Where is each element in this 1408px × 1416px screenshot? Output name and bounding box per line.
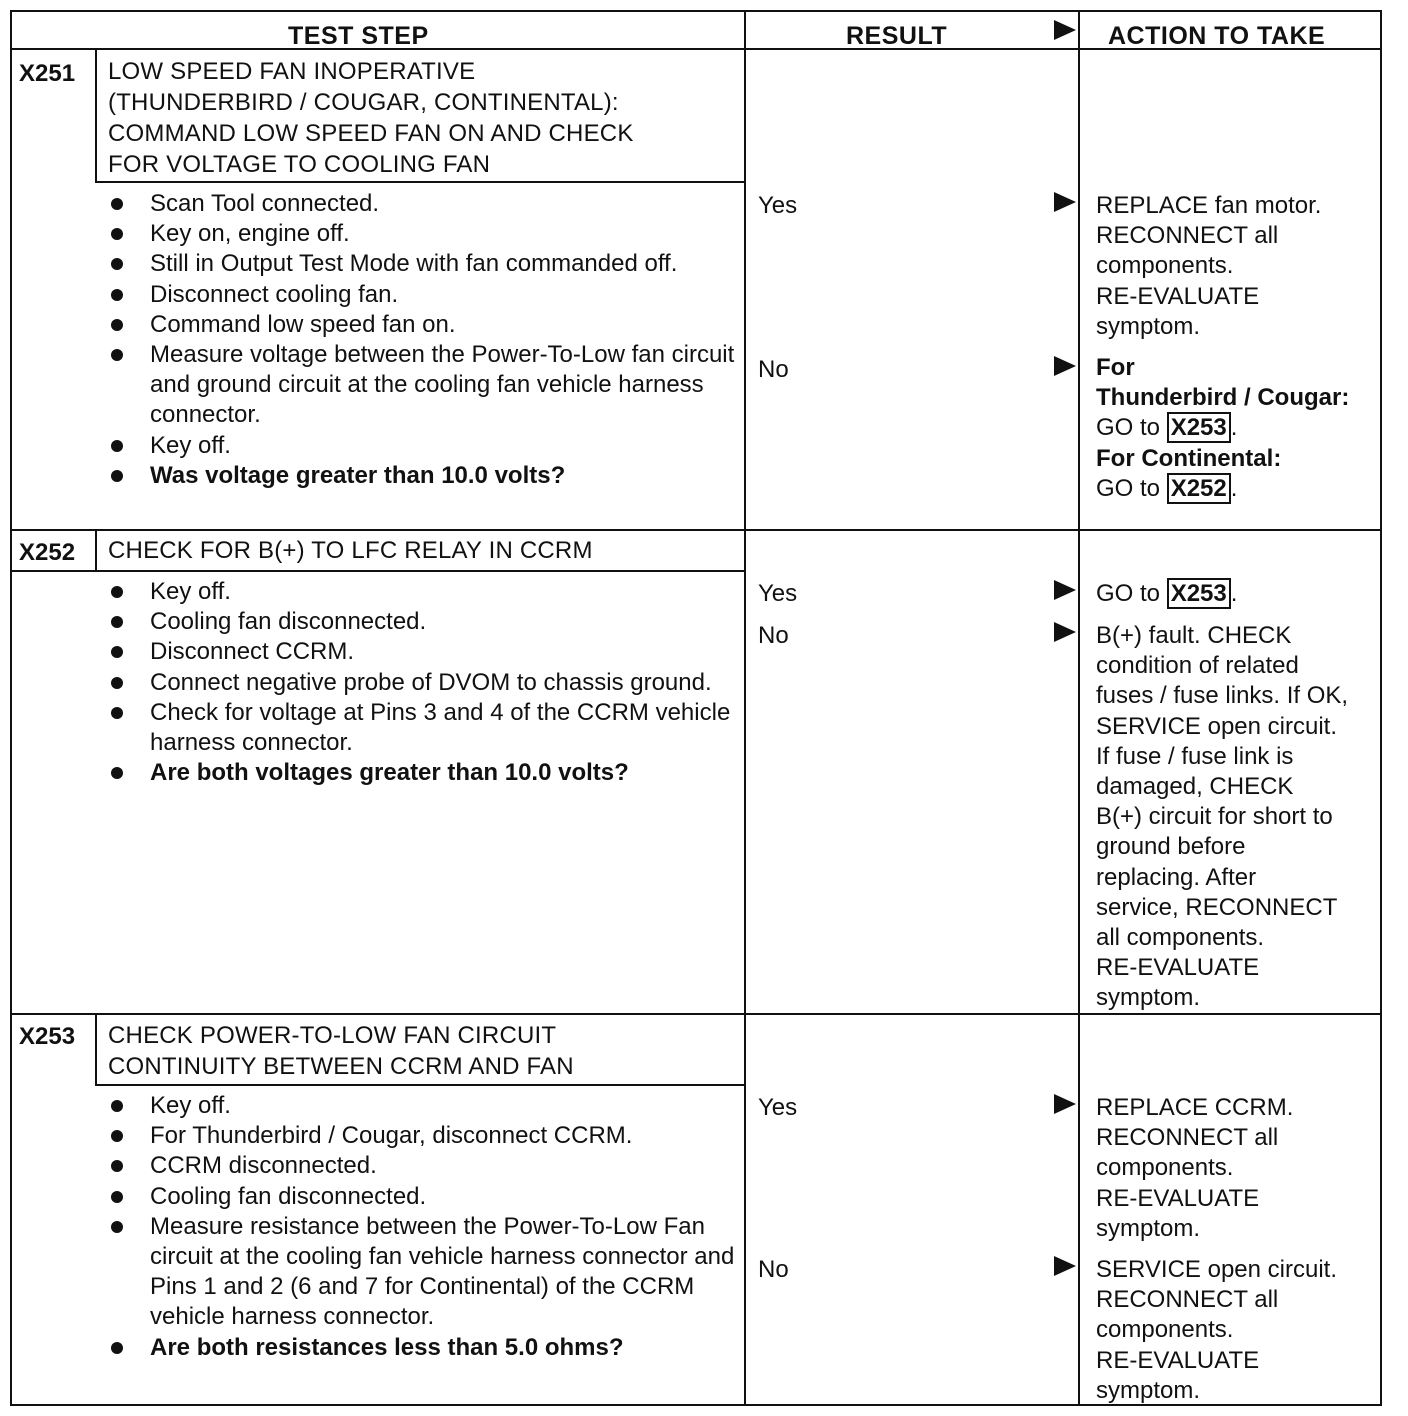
list-item: Measure resistance between the Power-To-Low Fan circuit at the cooling fan vehicle harness connector and Pins 1 and 2 (6 and 7 for Continental) of the CCRM vehicle harness connector.	[108, 1212, 736, 1333]
step-question-x251: Was voltage greater than 10.0 volts?	[108, 461, 736, 491]
list-item: Disconnect cooling fan.	[108, 280, 736, 310]
action-no-x252: B(+) fault. CHECK condition of related fuses / fuse links. If OK, SERVICE open circuit. If fuse / fuse link is damaged, CHECK B(+) circuit for short to ground before replacing. After service, RECONNECT all components. RE-EVALUATE symptom.	[1096, 622, 1349, 1012]
list-item: Key off.	[108, 431, 736, 461]
link-x253[interactable]: X253	[1167, 578, 1231, 609]
result-no-x251: No	[758, 356, 789, 383]
arrow-icon	[1054, 580, 1076, 600]
result-yes-x251: Yes	[758, 192, 798, 219]
header-action-to-take: ACTION TO TAKE	[1108, 22, 1326, 50]
list-item: Cooling fan disconnected.	[108, 1182, 736, 1212]
list-item: Measure voltage between the Power-To-Low fan circuit and ground circuit at the cooling fan vehicle harness connector.	[108, 340, 736, 431]
list-item: Still in Output Test Mode with fan commanded off.	[108, 249, 736, 279]
action-yes-x253: REPLACE CCRM. RECONNECT all components. RE-EVALUATE symptom.	[1096, 1094, 1294, 1242]
code-divider-x251	[95, 48, 97, 182]
list-item: For Thunderbird / Cougar, disconnect CCRM.	[108, 1121, 736, 1151]
column-divider-result	[744, 10, 746, 1406]
list-item: CCRM disconnected.	[108, 1151, 736, 1181]
diagnostic-table	[10, 10, 1382, 1406]
list-item: Disconnect CCRM.	[108, 637, 736, 667]
link-x253[interactable]: X253	[1167, 412, 1231, 443]
step-code-x253: X253	[19, 1023, 76, 1050]
arrow-icon	[1054, 1094, 1076, 1114]
list-item: Key on, engine off.	[108, 219, 736, 249]
arrow-icon	[1054, 356, 1076, 376]
step-title-x252: CHECK FOR B(+) TO LFC RELAY IN CCRM	[108, 537, 593, 564]
list-item: Cooling fan disconnected.	[108, 607, 736, 637]
list-item: Check for voltage at Pins 3 and 4 of the CCRM vehicle harness connector.	[108, 698, 736, 758]
action-yes-x251: REPLACE fan motor. RECONNECT all components. RE-EVALUATE symptom.	[1096, 192, 1322, 340]
list-item: Connect negative probe of DVOM to chassis ground.	[108, 668, 736, 698]
table-left-border	[10, 10, 12, 1406]
step-title-x253: CHECK POWER-TO-LOW FAN CIRCUIT CONTINUITY BETWEEN CCRM AND FAN	[108, 1022, 574, 1080]
list-item: Scan Tool connected.	[108, 189, 736, 219]
header-result: RESULT	[846, 22, 948, 50]
title-divider-x253	[95, 1084, 745, 1086]
column-divider-action	[1078, 10, 1080, 1406]
arrow-icon	[1054, 1256, 1076, 1276]
step-title-x251: LOW SPEED FAN INOPERATIVE (THUNDERBIRD / COUGAR, CONTINENTAL): COMMAND LOW SPEED FAN ON AND CHECK FOR VOLTAGE TO COOLING FAN	[108, 58, 634, 178]
step-bullets-x253	[108, 1091, 736, 1363]
action-no-x253: SERVICE open circuit. RECONNECT all components. RE-EVALUATE symptom.	[1096, 1256, 1337, 1404]
action-yes-x252: GO to X253 .	[1096, 580, 1238, 607]
link-x252[interactable]: X252	[1167, 473, 1231, 504]
header-arrow-icon	[1054, 20, 1076, 40]
result-no-x253: No	[758, 1256, 789, 1283]
step-code-x252: X252	[19, 539, 76, 566]
action-no-x251: For Thunderbird / Cougar: GO to X253 . For Continental: GO to X252 .	[1096, 354, 1350, 502]
title-divider-x252	[10, 570, 745, 572]
row-divider-x253	[10, 1013, 1382, 1015]
header-test-step: TEST STEP	[288, 22, 429, 50]
row-divider-x252	[10, 529, 1382, 531]
step-bullets-x252	[108, 577, 736, 788]
step-code-x251: X251	[19, 60, 76, 87]
step-question-x253: Are both resistances less than 5.0 ohms?	[108, 1333, 736, 1363]
result-no-x252: No	[758, 622, 789, 649]
title-divider-x251	[95, 181, 745, 183]
arrow-icon	[1054, 192, 1076, 212]
list-item: Key off.	[108, 577, 736, 607]
step-bullets-x251	[108, 189, 736, 491]
arrow-icon	[1054, 622, 1076, 642]
code-divider-x252	[95, 529, 97, 571]
result-yes-x252: Yes	[758, 580, 798, 607]
list-item: Command low speed fan on.	[108, 310, 736, 340]
result-yes-x253: Yes	[758, 1094, 798, 1121]
code-divider-x253	[95, 1013, 97, 1085]
step-question-x252: Are both voltages greater than 10.0 volts?	[108, 758, 736, 788]
table-top-border	[10, 10, 1382, 12]
list-item: Key off.	[108, 1091, 736, 1121]
